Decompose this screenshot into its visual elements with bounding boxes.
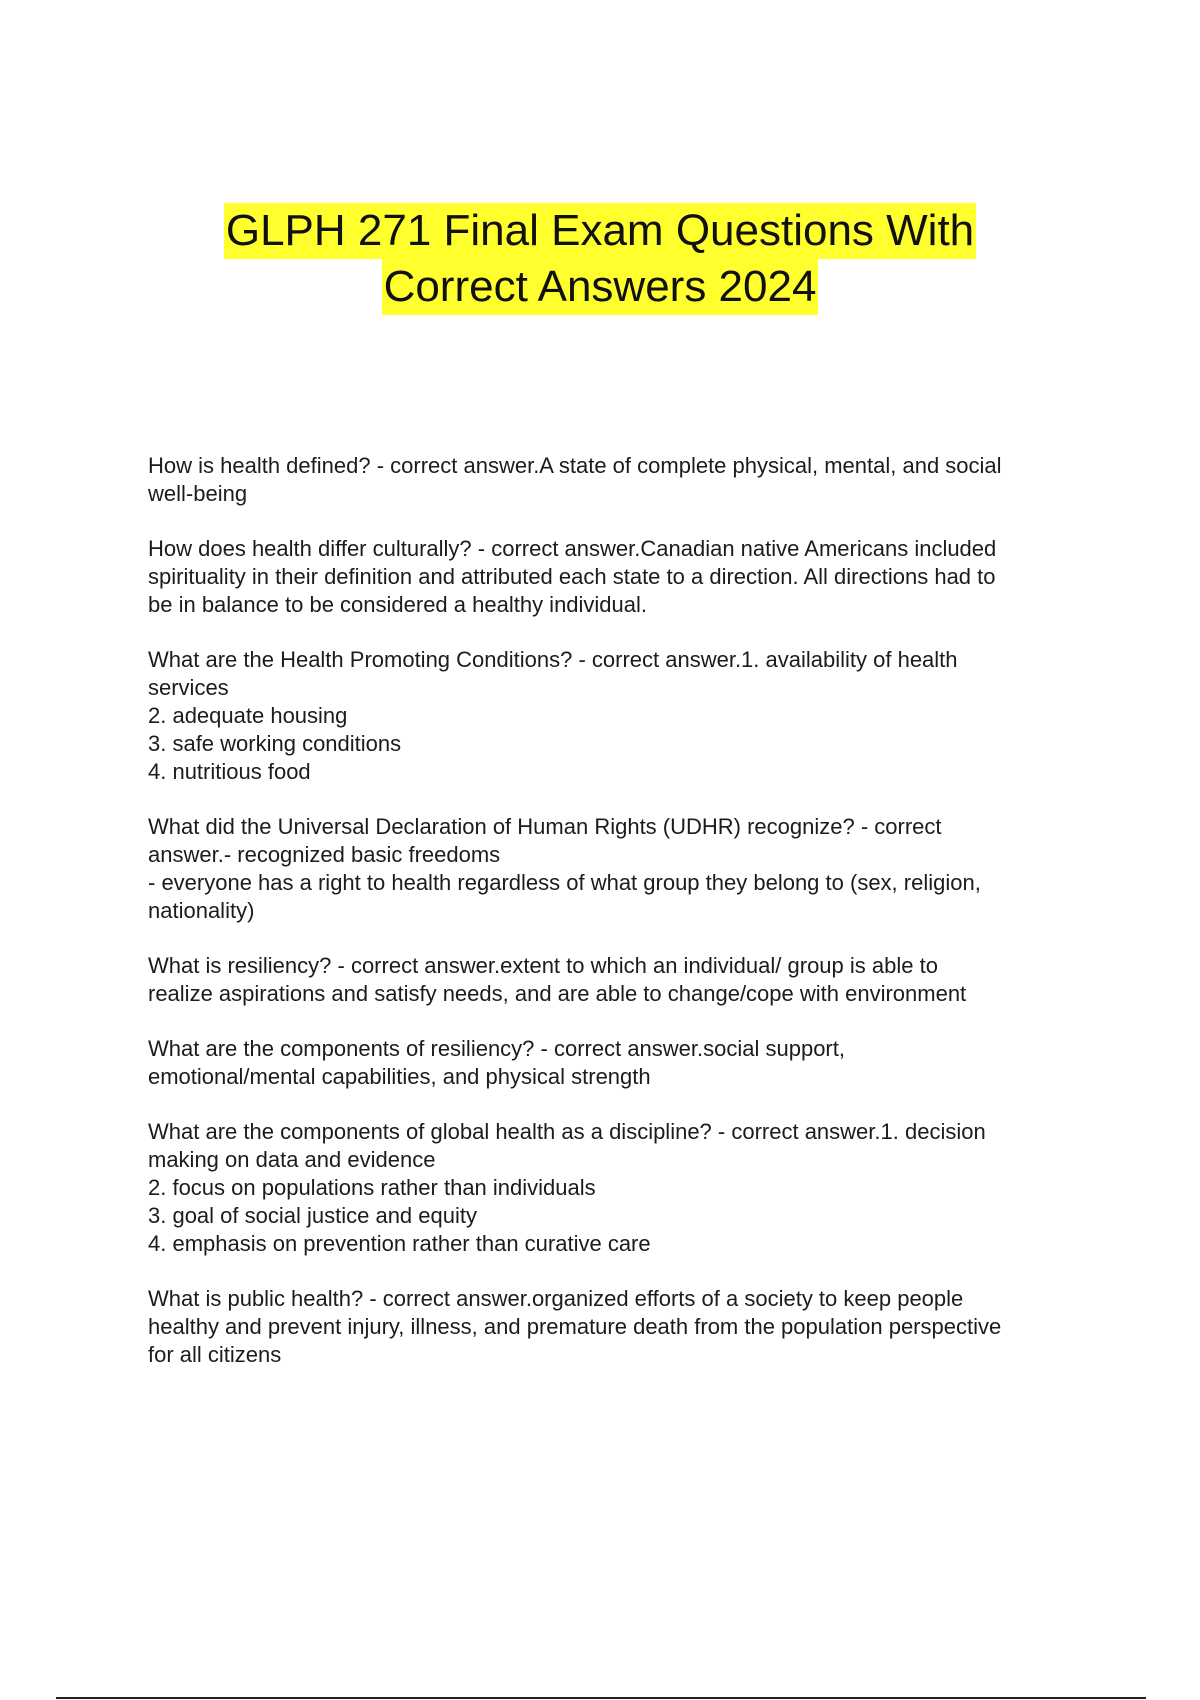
qa-line: emotional/mental capabilities, and physical strength [148,1064,651,1089]
qa-line: services [148,675,229,700]
qa-line: 2. adequate housing [148,703,348,728]
qa-line: 3. goal of social justice and equity [148,1203,477,1228]
qa-entry-health-defined [148,452,1098,508]
qa-line: making on data and evidence [148,1147,436,1172]
qa-line: realize aspirations and satisfy needs, and are able to change/cope with environment [148,981,967,1006]
qa-line: 4. nutritious food [148,759,311,784]
title-line-2: Correct Answers 2024 [382,259,819,315]
qa-line: What is resiliency? - correct answer.extent to which an individual/ group is able to [148,953,938,978]
qa-line: healthy and prevent injury, illness, and premature death from the population perspective [148,1314,1002,1339]
qa-line: What are the components of global health as a discipline? - correct answer.1. decision [148,1119,986,1144]
qa-line: What are the components of resiliency? - correct answer.social support, [148,1036,845,1061]
footer-divider [56,1697,1146,1699]
qa-line: - everyone has a right to health regardless of what group they belong to (sex, religion, [148,870,981,895]
qa-line: well-being [148,481,248,506]
qa-entry-udhr [148,813,1098,925]
qa-line: How is health defined? - correct answer.A state of complete physical, mental, and social [148,453,1002,478]
qa-line: 3. safe working conditions [148,731,402,756]
qa-entry-resiliency [148,952,1098,1008]
qa-line: answer.- recognized basic freedoms [148,842,501,867]
qa-entry-global-health-components [148,1118,1098,1258]
title-line-1: GLPH 271 Final Exam Questions With [224,203,976,259]
qa-line: nationality) [148,898,255,923]
qa-entry-public-health [148,1285,1098,1369]
qa-list [148,452,1098,1396]
qa-line: spirituality in their definition and attributed each state to a direction. All directions had to [148,564,996,589]
qa-entry-health-culturally [148,535,1098,619]
qa-line: 4. emphasis on prevention rather than curative care [148,1231,651,1256]
qa-line: What did the Universal Declaration of Human Rights (UDHR) recognize? - correct [148,814,942,839]
qa-entry-resiliency-components [148,1035,1098,1091]
document-title [0,203,1200,315]
qa-line: be in balance to be considered a healthy individual. [148,592,648,617]
qa-line: 2. focus on populations rather than individuals [148,1175,596,1200]
qa-entry-health-promoting-conditions [148,646,1098,786]
qa-line: What is public health? - correct answer.organized efforts of a society to keep people [148,1286,964,1311]
qa-line: How does health differ culturally? - correct answer.Canadian native Americans included [148,536,997,561]
qa-line: for all citizens [148,1342,282,1367]
qa-line: What are the Health Promoting Conditions? - correct answer.1. availability of health [148,647,958,672]
